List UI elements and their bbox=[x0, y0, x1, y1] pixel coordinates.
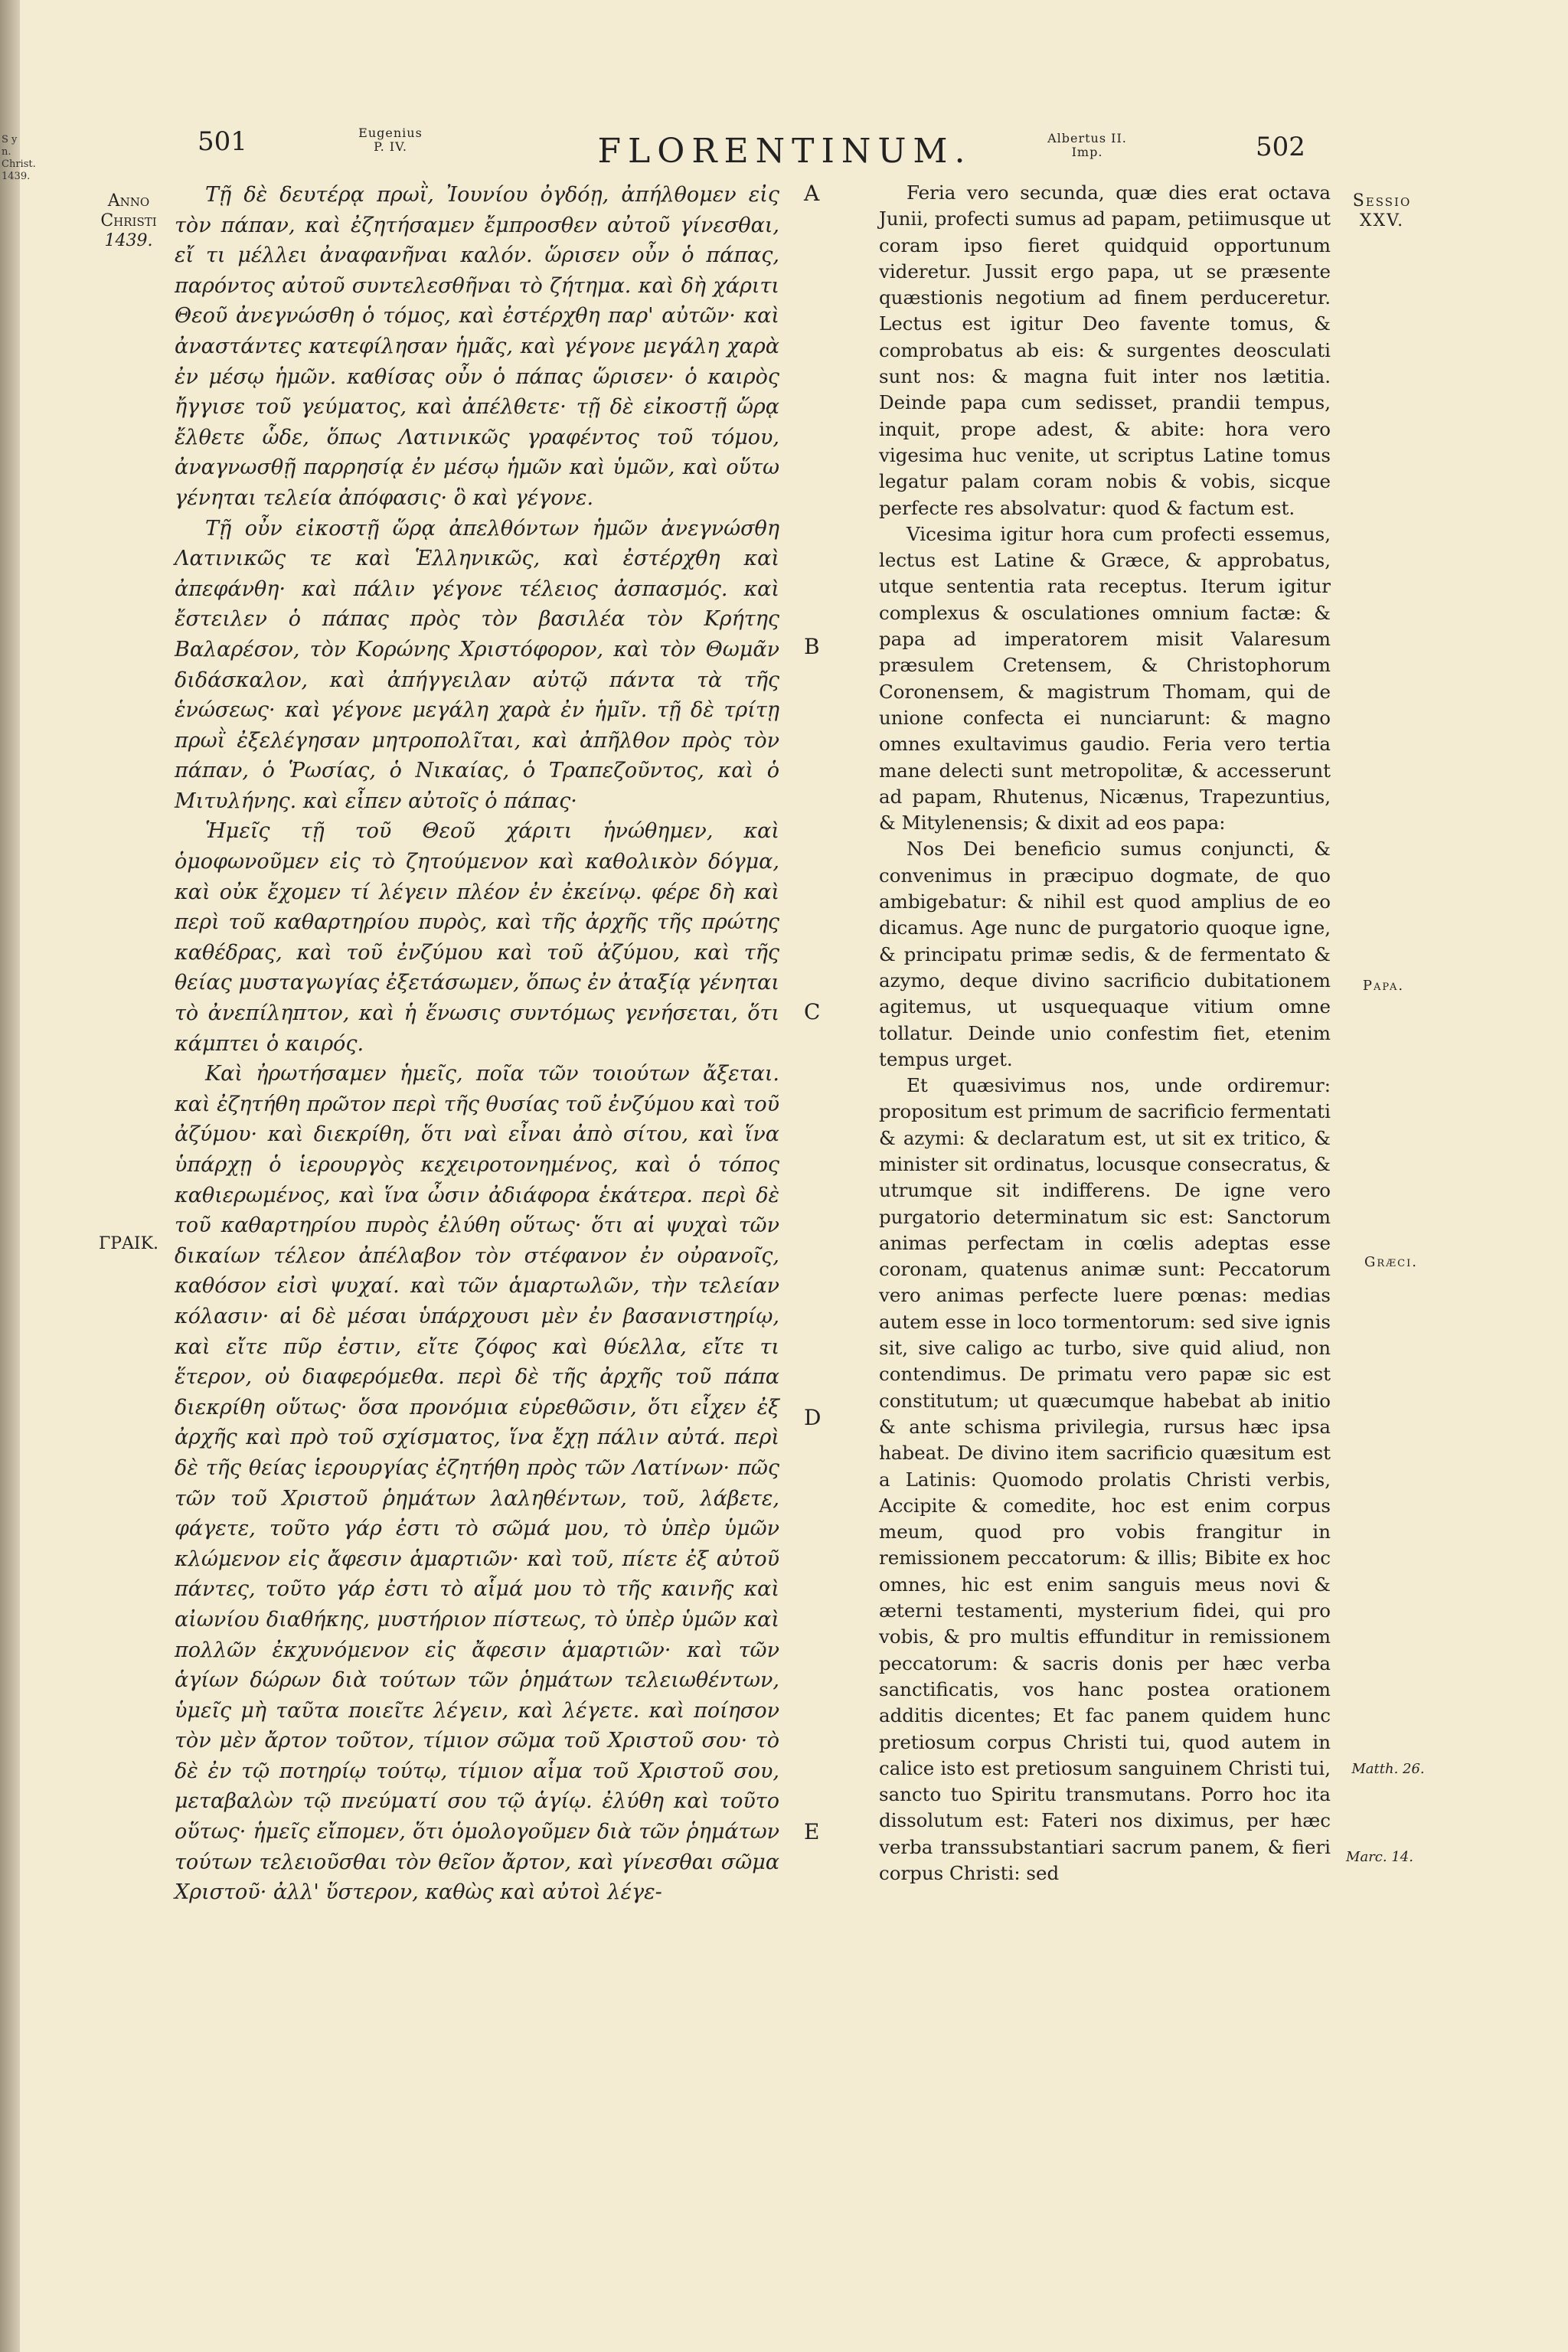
margin-graik: ΓΡΑΙΚ. bbox=[98, 1234, 159, 1253]
latin-paragraph: Vicesima igitur hora cum profecti essemus, lectus est Latine & Græce, & approbatus, utque sententia rata receptus. Iterum igitur complexus & osculationes omnium factæ: & papa ad imperatorem misit Valaresum præsulem Cretensem, & Christophorum Coronensem, & magistrum Thomam, qui de unione confecta ei nunciarunt: & magno omnes exultavimus gaudio. Feria vero tertia mane delecti sunt metropolitæ, & accesserunt ad papam, Rhutenus, Nicænus, Trapezuntius, & Mitylenensis; & dixit ad eos papa: bbox=[879, 522, 1331, 835]
latin-paragraph: Et quæsivimus nos, unde ordiremur: propositum est primum de sacrificio fermentati & azymi: & declaratum est, ut sit ex tritico, & minister sit ordinatus, locusque consecratus, & utrumque sit indifferens. De igne vero purgatorio determinatum sic est: Sanctorum animas perfectam in cœlis adeptas esse coronam, quatenus animæ sunt: Peccatorum vero animas perfecte luere pœnas: medias autem esse in loco tormentorum: sed sive ignis sit, sive caligo ac turbo, sive quid aliud, non contendimus. De primatu vero papæ sic est constitutum; ut quæcumque habebat ab initio & ante schisma privilegia, rursus hæc ipsa habeat. De divino item sacrificio quæsitum est a Latinis: Quomodo prolatis Christi verbis, Accipite & comedite, hoc est enim corpus meum, quod pro vobis frangitur in remissionem peccatorum: & illis; Bibite ex hoc omnes, hic est enim sanguis meus novi & æterni testamenti, mysterium fidei, qui pro vobis, & pro multis effunditur in remissionem peccatorum: & sacris donis per hæc verba sanctificatis, vos hanc postea orationem additis dicentes; Et fac panem quidem hunc pretiosum corpus Christi tui, quod autem in calice isto est pretiosum sanguinem Christi tui, sancto tuo Spiritu transmutans. Porro hoc ita dissolutum est: Fateri nos diximus, per hæc verba transsubstantiari sacrum panem, & fieri corpus Christi: sed bbox=[879, 1074, 1331, 1884]
margin-sessio-number: XXV. bbox=[1359, 211, 1405, 230]
left-running-head-top: Eugenius bbox=[358, 126, 423, 140]
margin-anno-christi bbox=[83, 191, 175, 251]
margin-sessio-word: Sessio bbox=[1352, 191, 1412, 211]
book-binding-edge bbox=[0, 0, 36, 2352]
latin-paragraph: Feria vero secunda, quæ dies erat octava Junii, profecti sumus ad papam, petiimusque ut coram ipso fieret quidquid opportunum videretur. Jussit ergo papa, ut se præsente quæstionis negotium ad finem perduceretur. Lectus est igitur Deo favente tomus, & comprobatus ab eis: & surgentes deosculati sunt nos: & magna fuit inter nos lætitia. Deinde papa cum sedisset, prandii tempus, inquit, prope adest, & abite: hora vero vigesima huc venite, ut scriptus Latine tomus legatur palam coram nobis & vobis, sicque perfecte res absolvatur: quod & factum est. bbox=[879, 181, 1331, 519]
latin-text-column bbox=[879, 180, 1331, 1886]
left-running-head-bottom: P. IV. bbox=[374, 139, 407, 154]
left-page-number: 501 bbox=[198, 126, 247, 157]
binding-edge-text: S y n. Christ. 1439. bbox=[2, 134, 36, 182]
margin-sessio bbox=[1332, 191, 1432, 231]
right-running-head-bottom: Imp. bbox=[1071, 145, 1103, 159]
margin-anno-word: Anno bbox=[107, 191, 150, 211]
section-letter-b: B bbox=[804, 634, 820, 659]
greek-paragraph: Τῇ οὖν εἰκοστῇ ὥρᾳ ἀπελθόντων ἡμῶν ἀνεγνώσθη Λατινικῶς τε καὶ Ἑλληνικῶς, καὶ ἐστέρχθη καὶ ἀπεφάνθη· καὶ πάλιν γέγονε τέλειος ἀσπασμός. καὶ ἔστειλεν ὁ πάπας πρὸς τὸν βασιλέα τὸν Κρήτης Βαλαρέσον, τὸν Κορώνης Χριστόφορον, καὶ τὸν Θωμᾶν διδάσκαλον, καὶ ἀπήγγειλαν αὐτῷ πάντα τὰ τῆς ἑνώσεως· καὶ γέγονε μεγάλη χαρὰ ἐν ἡμῖν. τῇ δὲ τρίτῃ πρωῒ ἐξελέγησαν μητροπολῖται, καὶ ἀπῆλθον πρὸς τὸν πάπαν, ὁ Ῥωσίας, ὁ Νικαίας, ὁ Τραπεζοῦντος, καὶ ὁ Μιτυλήνης. καὶ εἶπεν αὐτοῖς ὁ πάπας· bbox=[175, 516, 779, 813]
greek-paragraph: Τῇ δὲ δευτέρᾳ πρωῒ, Ἰουνίου ὀγδόῃ, ἀπήλθομεν εἰς τὸν πάπαν, καὶ ἐζητήσαμεν ἔμπροσθεν αὐτοῦ γίνεσθαι, εἴ τι μέλλει ἀναφανῆναι καλόν. ὥρισεν οὖν ὁ πάπας, παρόντος αὐτοῦ συντελεσθῆναι τὸ ζήτημα. καὶ δὴ χάριτι Θεοῦ ἀνεγνώσθη ὁ τόμος, καὶ ἐστέρχθη παρ' αὐτῶν· καὶ ἀναστάντες κατεφίλησαν ἡμᾶς, καὶ γέγονε μεγάλη χαρὰ ἐν μέσῳ ἡμῶν. καθίσας οὖν ὁ πάπας ὥρισεν· ὁ καιρὸς ἤγγισε τοῦ γεύματος, καὶ ἀπέλθετε· τῇ δὲ εἰκοστῇ ὥρᾳ ἔλθετε ὧδε, ὅπως Λατινικῶς γραφέντος τοῦ τόμου, ἀναγνωσθῇ παρρησίᾳ ἐν μέσῳ ἡμῶν καὶ ὑμῶν, καὶ οὕτω γένηται τελεία ἀπόφασις· ὃ καὶ γέγονε. bbox=[175, 183, 779, 510]
greek-paragraph: Καὶ ἠρωτήσαμεν ἡμεῖς, ποῖα τῶν τοιούτων ἄξεται. καὶ ἐζητήθη πρῶτον περὶ τῆς θυσίας τοῦ ἐνζύμου καὶ τοῦ ἀζύμου· καὶ διεκρίθη, ὅτι ναὶ εἶναι ἀπὸ σίτου, καὶ ἵνα ὑπάρχῃ ὁ ἱερουργὸς κεχειροτονημένος, καὶ ὁ τόπος καθιερωμένος, καὶ ἵνα ὦσιν ἀδιάφορα ἑκάτερα. περὶ δὲ τοῦ καθαρτηρίου πυρὸς ἐλύθη οὕτως· ὅτι αἱ ψυχαὶ τῶν δικαίων τέλεον ἀπέλαβον τὸν στέφανον ἐν οὐρανοῖς, καθόσον εἰσὶ ψυχαί. καὶ τῶν ἁμαρτωλῶν, τὴν τελείαν κόλασιν· αἱ δὲ μέσαι ὑπάρχουσι μὲν ἐν βασανιστηρίῳ, καὶ εἴτε πῦρ ἐστιν, εἴτε ζόφος καὶ θύελλα, εἴτε τι ἕτερον, οὐ διαφερόμεθα. περὶ δὲ τῆς ἀρχῆς τοῦ πάπα διεκρίθη οὕτως· ὅσα προνόμια εὑρεθῶσιν, ὅτι εἶχεν ἐξ ἀρχῆς καὶ πρὸ τοῦ σχίσματος, ἵνα ἔχῃ πάλιν αὐτά. περὶ δὲ τῆς θείας ἱερουργίας ἐζητήθη πρὸς τῶν Λατίνων· πῶς τῶν τοῦ Χριστοῦ ῥημάτων λαληθέντων, τοῦ, λάβετε, φάγετε, τοῦτο γάρ ἐστι τὸ σῶμά μου, τὸ ὑπὲρ ὑμῶν κλώμενον εἰς ἄφεσιν ἁμαρτιῶν· καὶ τοῦ, πίετε ἐξ αὐτοῦ πάντες, τοῦτο γάρ ἐστι τὸ αἷμά μου τὸ τῆς καινῆς καὶ αἰωνίου διαθήκης, μυστήριον πίστεως, τὸ ὑπὲρ ὑμῶν καὶ πολλῶν ἐκχυνόμενον εἰς ἄφεσιν ἁμαρτιῶν· καὶ τῶν ἁγίων δώρων διὰ τούτων τῶν ῥημάτων τελειωθέντων, ὑμεῖς μὴ ταῦτα ποιεῖτε λέγειν, καὶ λέγετε. καὶ ποίησον τὸν μὲν ἄρτον τοῦτον, τίμιον σῶμα τοῦ Χριστοῦ σου· τὸ δὲ ἐν τῷ ποτηρίῳ τούτῳ, τίμιον αἷμα τοῦ Χριστοῦ σου, μεταβαλὼν τῷ πνεύματί σου τῷ ἁγίῳ. ἐλύθη καὶ τοῦτο οὕτως· ἡμεῖς εἴπομεν, ὅτι ὁμολογοῦμεν διὰ τῶν ῥημάτων τούτων τελειοῦσθαι τὸν θεῖον ἄρτον, καὶ γίνεσθαι σῶμα Χριστοῦ· ἀλλ' ὕστερον, καθὼς καὶ αὐτοὶ λέγε- bbox=[175, 1062, 779, 1905]
margin-year: 1439. bbox=[104, 231, 153, 250]
margin-papa: Papa. bbox=[1362, 978, 1405, 994]
margin-marc: Marc. 14. bbox=[1346, 1849, 1413, 1865]
section-letter-c: C bbox=[804, 999, 821, 1024]
section-letter-d: D bbox=[804, 1405, 822, 1430]
right-running-head-top: Albertus II. bbox=[1047, 131, 1127, 145]
greek-paragraph: Ἡμεῖς τῇ τοῦ Θεοῦ χάριτι ἡνώθημεν, καὶ ὁμοφωνοῦμεν εἰς τὸ ζητούμενον καὶ καθολικὸν δόγμα, καὶ οὐκ ἔχομεν τί λέγειν πλέον ἐν ἐκείνῳ. φέρε δὴ καὶ περὶ τοῦ καθαρτηρίου πυρὸς, καὶ τῆς ἀρχῆς τῆς πρώτης καθέδρας, καὶ τοῦ ἐνζύμου καὶ τοῦ ἀζύμου, καὶ τῆς θείας μυσταγωγίας ἐξετάσωμεν, ὅπως ἐν ἀταξίᾳ γένηται τὸ ἀνεπίληπτον, καὶ ἡ ἕνωσις συντόμως γενήσεται, ὅτι κάμπτει ὁ καιρός. bbox=[175, 819, 779, 1056]
latin-paragraph: Nos Dei beneficio sumus conjuncti, & convenimus in præcipuo dogmate, de quo ambigebatur: & nihil est quod amplius de eo dicamus. Age nunc de purgatorio quoque igne, & principatu primæ sedis, & de fermentato & azymo, deque divino sacrificio dubitationem agitemus, ut usquequaque vitium omne tollatur. Deinde unio confestim fiet, etenim tempus urget. bbox=[879, 838, 1331, 1070]
left-running-head bbox=[348, 126, 433, 154]
section-letter-a: A bbox=[804, 181, 820, 206]
margin-matth: Matth. 26. bbox=[1351, 1761, 1425, 1777]
right-page-number: 502 bbox=[1256, 132, 1305, 162]
greek-text-column bbox=[175, 180, 779, 1908]
margin-christi-word: Christi bbox=[100, 211, 157, 230]
margin-graeci: Græci. bbox=[1364, 1254, 1418, 1270]
page-title: FLORENTINUM. bbox=[597, 132, 972, 171]
right-running-head bbox=[1030, 132, 1145, 159]
section-letter-e: E bbox=[804, 1819, 820, 1844]
